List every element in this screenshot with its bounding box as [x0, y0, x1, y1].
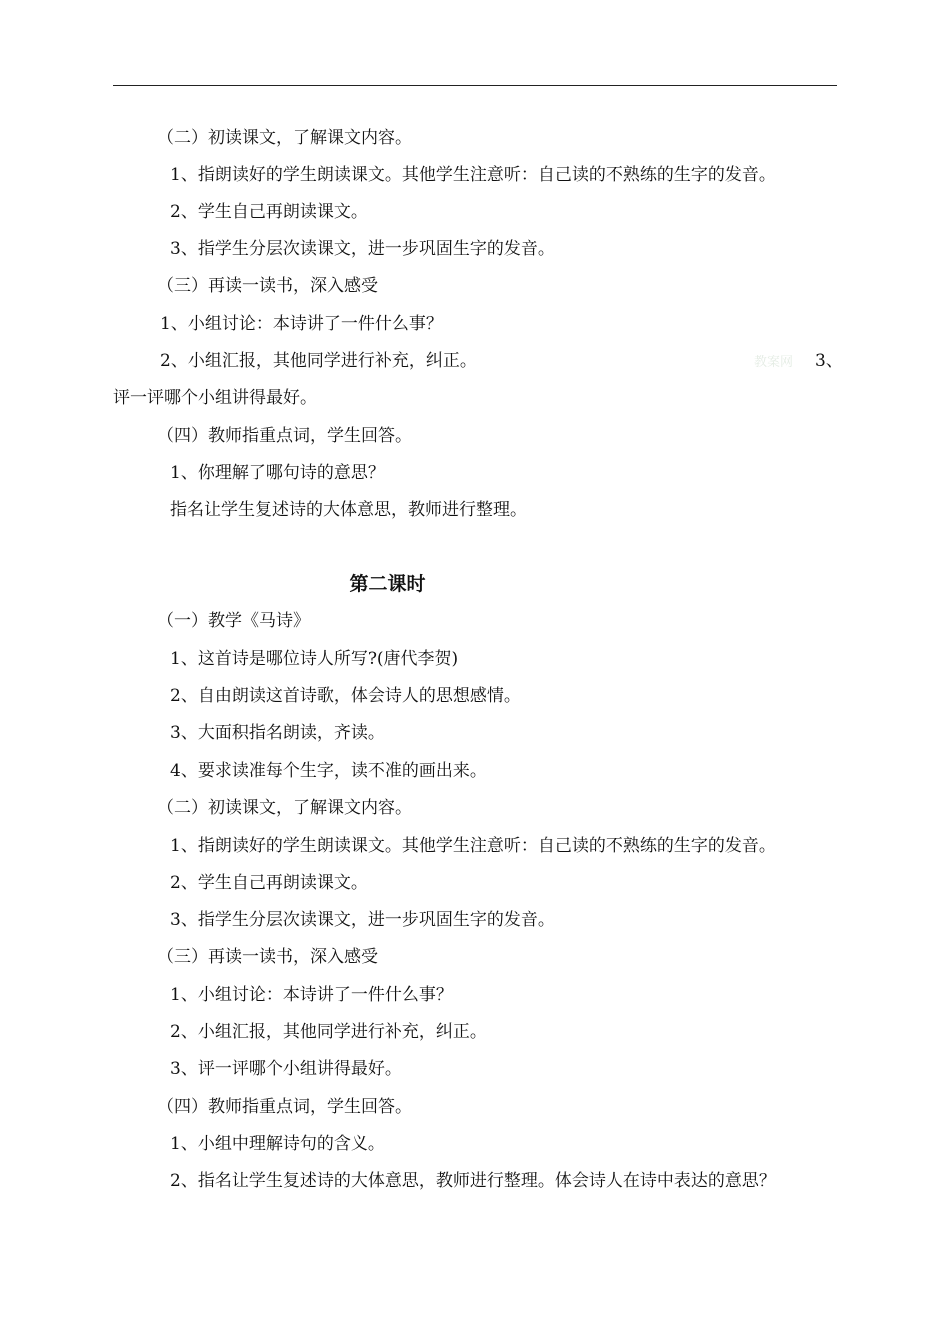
list-item: 2、学生自己再朗读课文。: [170, 202, 368, 222]
list-item: 2、小组汇报，其他同学进行补充，纠正。: [160, 351, 477, 371]
list-item: 2、指名让学生复述诗的大体意思，教师进行整理。体会诗人在诗中表达的意思？: [170, 1171, 776, 1191]
section-heading: （二）初读课文，了解课文内容。: [157, 798, 412, 818]
section-heading: （四）教师指重点词，学生回答。: [157, 1097, 412, 1117]
list-item: 2、学生自己再朗读课文。: [170, 873, 368, 893]
list-item: 1、指朗读好的学生朗读课文。其他学生注意听：自己读的不熟练的生字的发音。: [170, 836, 776, 856]
list-item: 2、小组汇报，其他同学进行补充，纠正。: [170, 1022, 487, 1042]
list-item: 2、自由朗读这首诗歌，体会诗人的思想感情。: [170, 686, 521, 706]
list-item: 3、指学生分层次读课文，进一步巩固生字的发音。: [170, 910, 555, 930]
section-heading: （一）教学《马诗》: [157, 611, 310, 631]
header-rule: [113, 85, 837, 86]
list-item: 1、小组讨论：本诗讲了一件什么事？: [170, 985, 453, 1005]
list-item: 指名让学生复述诗的大体意思，教师进行整理。: [170, 500, 527, 520]
section-heading: （二）初读课文，了解课文内容。: [157, 128, 412, 148]
list-item: 评一评哪个小组讲得最好。: [113, 388, 317, 408]
list-item: 4、要求读准每个生字，读不准的画出来。: [170, 761, 487, 781]
list-item-number: 3、: [815, 351, 843, 371]
list-item: 3、评一评哪个小组讲得最好。: [170, 1059, 402, 1079]
watermark-text: 教案网: [754, 355, 794, 370]
list-item: 1、小组中理解诗句的含义。: [170, 1134, 385, 1154]
list-item: 3、指学生分层次读课文，进一步巩固生字的发音。: [170, 239, 555, 259]
section-heading: （三）再读一读书，深入感受: [157, 947, 378, 967]
list-item: 3、大面积指名朗读，齐读。: [170, 723, 385, 743]
list-item: 1、这首诗是哪位诗人所写?(唐代李贺): [170, 649, 459, 669]
list-item: 1、你理解了哪句诗的意思？: [170, 463, 385, 483]
list-item: 1、小组讨论：本诗讲了一件什么事？: [160, 314, 443, 334]
section-heading: （四）教师指重点词，学生回答。: [157, 426, 412, 446]
lesson-title: 第二课时: [349, 573, 426, 595]
section-heading: （三）再读一读书，深入感受: [157, 276, 378, 296]
list-item: 1、指朗读好的学生朗读课文。其他学生注意听：自己读的不熟练的生字的发音。: [170, 165, 776, 185]
